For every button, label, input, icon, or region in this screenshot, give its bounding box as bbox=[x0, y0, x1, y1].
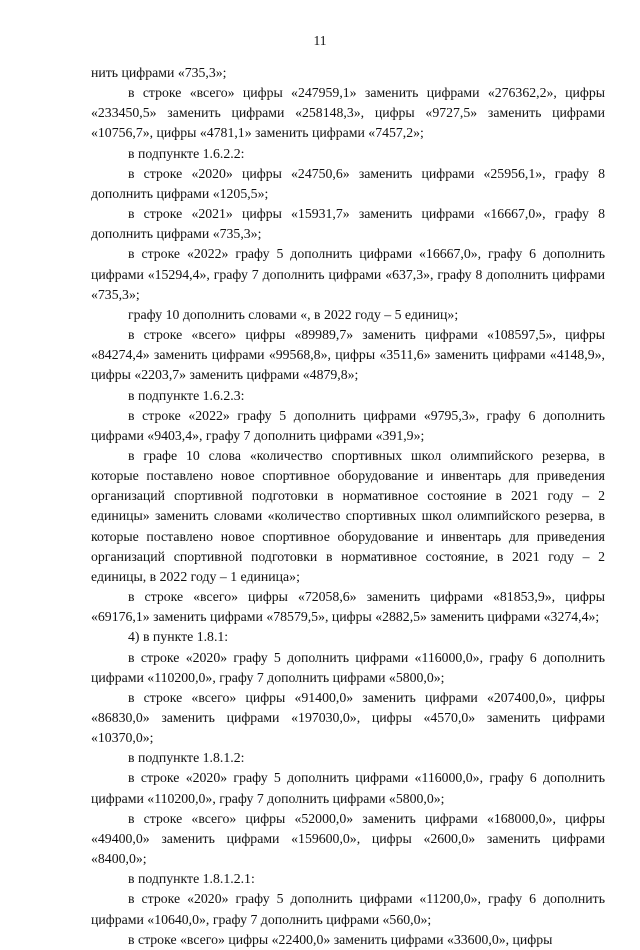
paragraph-clause-heading: 4) в пункте 1.8.1: bbox=[128, 629, 229, 645]
paragraph-row-2021-amendment: в строке «2021» цифры «15931,7» заменить цифрами «16667,0», графу 8 дополнить цифрами «735,3»; bbox=[91, 206, 605, 242]
paragraph-column-10-amendment: графу 10 дополнить словами «, в 2022 году – 5 единиц»; bbox=[128, 306, 459, 322]
paragraph-total-row-amendment: в строке «всего» цифры «247959,1» заменить цифрами «276362,2», цифры «233450,5» заменить цифрами «258148,3», цифры «9727,5» заменить цифрами «10756,7», цифры «4781,1» заменить цифрами «7457,2»; bbox=[91, 85, 605, 141]
paragraph-total-row-amendment: в строке «всего» цифры «22400,0» заменить цифрами «33600,0», цифры bbox=[128, 931, 553, 947]
paragraph-subclause-heading: в подпункте 1.8.1.2.1: bbox=[128, 871, 255, 887]
paragraph-total-row-amendment: в строке «всего» цифры «91400,0» заменить цифрами «207400,0», цифры «86830,0» заменить цифрами «197030,0», цифры «4570,0» заменить цифрами «10370,0»; bbox=[91, 689, 605, 746]
paragraph-total-row-amendment: в строке «всего» цифры «72058,6» заменить цифрами «81853,9», цифры «69176,1» заменить цифрами «78579,5», цифры «2882,5» заменить цифрами «3274,4»; bbox=[91, 589, 605, 625]
paragraph-total-row-amendment: в строке «всего» цифры «52000,0» заменить цифрами «168000,0», цифры «49400,0» заменить цифрами «159600,0», цифры «2600,0» заменить цифрами «8400,0»; bbox=[91, 810, 605, 867]
paragraph-subclause-heading: в подпункте 1.6.2.2: bbox=[128, 145, 245, 161]
paragraph-subclause-heading: в подпункте 1.6.2.3: bbox=[128, 387, 245, 403]
paragraph-row-2022-amendment: в строке «2022» графу 5 дополнить цифрами «9795,3», графу 6 дополнить цифрами «9403,4», графу 7 дополнить цифрами «391,9»; bbox=[91, 407, 605, 443]
paragraph-total-row-amendment: в строке «всего» цифры «89989,7» заменить цифрами «108597,5», цифры «84274,4» заменить цифрами «99568,8», цифры «3511,6» заменить цифрами «4148,9», цифры «2203,7» заменить цифрами «4879,8»; bbox=[91, 327, 605, 383]
paragraph-subclause-heading: в подпункте 1.8.1.2: bbox=[128, 750, 245, 766]
paragraph-row-2022-amendment: в строке «2022» графу 5 дополнить цифрами «16667,0», графу 6 дополнить цифрами «15294,4», графу 7 дополнить цифрами «637,3», графу 8 дополнить цифрами «735,3»; bbox=[91, 246, 605, 302]
paragraph-row-2020-amendment: в строке «2020» графу 5 дополнить цифрами «116000,0», графу 6 дополнить цифрами «110200,0», графу 7 дополнить цифрами «5800,0»; bbox=[91, 649, 605, 685]
document-body bbox=[91, 63, 605, 950]
paragraph-row-2020-amendment: в строке «2020» графу 5 дополнить цифрами «11200,0», графу 6 дополнить цифрами «10640,0», графу 7 дополнить цифрами «560,0»; bbox=[91, 891, 605, 927]
paragraph-row-2020-amendment: в строке «2020» цифры «24750,6» заменить цифрами «25956,1», графу 8 дополнить цифрами «1205,5»; bbox=[91, 165, 605, 201]
paragraph-continuation: нить цифрами «735,3»; bbox=[91, 65, 227, 80]
paragraph-row-2020-amendment: в строке «2020» графу 5 дополнить цифрами «116000,0», графу 6 дополнить цифрами «110200,0», графу 7 дополнить цифрами «5800,0»; bbox=[91, 770, 605, 806]
paragraph-column-10-amendment: в графе 10 слова «количество спортивных школ олимпийского резерва, в которые поставлено новое спортивное оборудование и инвентарь для приведения организаций спортивной подготовки в нормативное состояние в 2021 году – 2 единицы» заменить словами «количество спортивных школ олимпийского резерва, в которые поставлено новое спортивное оборудование и инвентарь для приведения организаций спортивной подготовки в нормативное состояние, в 2021 году – 2 единицы, в 2022 году – 1 единица»; bbox=[91, 447, 605, 584]
page-number: 11 bbox=[313, 33, 327, 48]
